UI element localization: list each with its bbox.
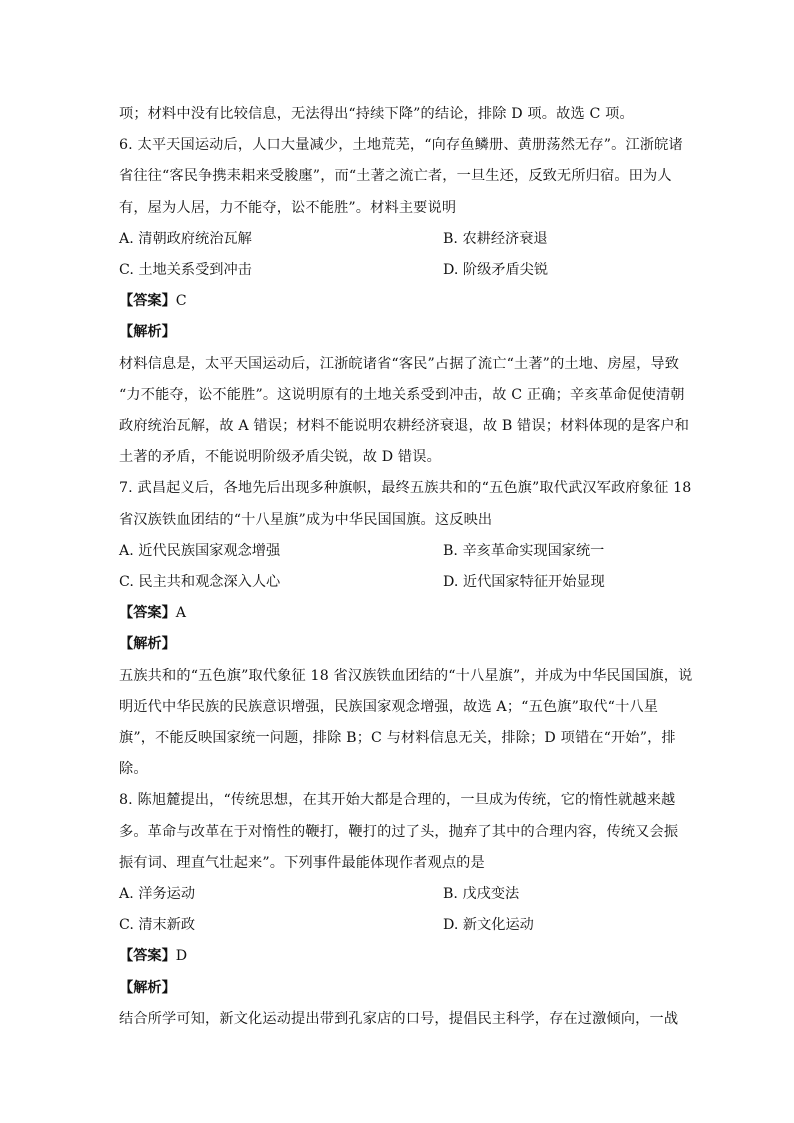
options-row <box>119 567 675 598</box>
answer-label: 【答案】 <box>119 605 176 622</box>
question-6 <box>119 130 690 473</box>
answer-value: A <box>175 605 187 622</box>
option-c: C. 民主共和观念深入人心 <box>119 574 281 590</box>
options-row <box>119 536 675 567</box>
analysis-label: 【解析】 <box>119 636 176 653</box>
analysis-line: 政府统治瓦解，故 A 错误；材料不能说明农耕经济衰退，故 B 错误；材料体现的是客户和 <box>119 418 690 434</box>
option-b: B. 辛亥革命实现国家统一 <box>443 542 605 559</box>
options-row <box>119 224 675 255</box>
option-d: D. 新文化运动 <box>443 917 534 934</box>
analysis-line: 明近代中华民族的民族意识增强，民族国家观念增强，故选 A；“五色旗”取代“十八星 <box>119 698 659 715</box>
analysis-line: 除。 <box>119 761 148 778</box>
analysis-label: 【解析】 <box>119 324 176 341</box>
question-8 <box>119 785 679 1035</box>
question-stem-line: 多。革命与改革在于对惰性的鞭打，鞭打的过了头，抛弃了其中的合理内容，传统又会振 <box>119 823 679 840</box>
option-d: D. 近代国家特征开始显现 <box>443 574 605 590</box>
options-row <box>119 255 675 286</box>
option-a: A. 清朝政府统治瓦解 <box>119 230 252 247</box>
options-row <box>119 910 675 941</box>
question-stem-line: 6. 太平天国运动后，人口大量减少，土地荒芜，“向存鱼鳞册、黄册荡然无存”。江浙皖诸 <box>119 137 683 154</box>
answer-label: 【答案】 <box>119 293 176 310</box>
answer-label: 【答案】 <box>119 948 176 965</box>
option-b: B. 戊戌变法 <box>443 886 520 903</box>
question-stem-line: 省往往“客民争携耒耜来受脧廛”，而“土著之流亡者，一旦生还，反致无所归宿。田为人 <box>119 168 672 185</box>
answer-line <box>119 941 675 972</box>
option-a: A. 近代民族国家观念增强 <box>119 542 281 559</box>
analysis-line: 旗”，不能反映国家统一问题，排除 B；C 与材料信息无关，排除；D 项错在“开始”，排 <box>119 730 676 746</box>
analysis-line: 土著的矛盾，不能说明阶级矛盾尖锐，故 D 错误。 <box>119 449 441 466</box>
question-stem-line: 省汉族铁血团结的“十八星旗”成为中华民国国旗。这反映出 <box>119 511 493 528</box>
analysis-line: 材料信息是，太平天国运动后，江浙皖诸省“客民”占据了流亡“土著”的土地、房屋，导致 <box>119 355 680 372</box>
question-stem-line: 7. 武昌起义后，各地先后出现多种旗帜，最终五族共和的“五色旗”取代武汉军政府象征 18 <box>119 480 692 497</box>
answer-line <box>119 598 675 629</box>
answer-line <box>119 286 675 317</box>
q5-analysis-tail: 项；材料中没有比较信息，无法得出“持续下降”的结论，排除 D 项。故选 C 项。 <box>119 106 634 122</box>
document-page <box>119 99 693 1035</box>
analysis-line: 五族共和的“五色旗”取代象征 18 省汉族铁血团结的“十八星旗”，并成为中华民国国旗，说 <box>119 667 693 684</box>
answer-value: D <box>175 948 188 965</box>
analysis-heading <box>119 973 675 1004</box>
analysis-line: 结合所学可知，新文化运动提出带到孔家店的口号，提倡民主科学，存在过激倾向，一战 <box>119 1010 679 1027</box>
analysis-heading <box>119 317 675 348</box>
option-d: D. 阶级矛盾尖锐 <box>443 262 549 278</box>
option-c: C. 清末新政 <box>119 917 196 934</box>
question-stem-line: 有，屋为人居，力不能夺，讼不能胜”。材料主要说明 <box>119 199 457 216</box>
option-c: C. 土地关系受到冲击 <box>119 262 252 278</box>
options-row <box>119 879 675 910</box>
analysis-label: 【解析】 <box>119 979 176 996</box>
question-stem-line: 振有词、理直气壮起来”。下列事件最能体现作者观点的是 <box>119 854 485 871</box>
analysis-heading <box>119 629 675 660</box>
question-7 <box>119 473 693 785</box>
option-a: A. 洋务运动 <box>119 886 196 903</box>
option-b: B. 农耕经济衰退 <box>443 230 548 247</box>
analysis-line: “力不能夺，讼不能胜”。这说明原有的土地关系受到冲击，故 C 正确；辛亥革命促使清朝 <box>119 386 685 403</box>
answer-value: C <box>175 293 187 310</box>
question-stem-line: 8. 陈旭麓提出，“传统思想，在其开始大都是合理的，一旦成为传统，它的惰性就越来越 <box>119 792 676 809</box>
